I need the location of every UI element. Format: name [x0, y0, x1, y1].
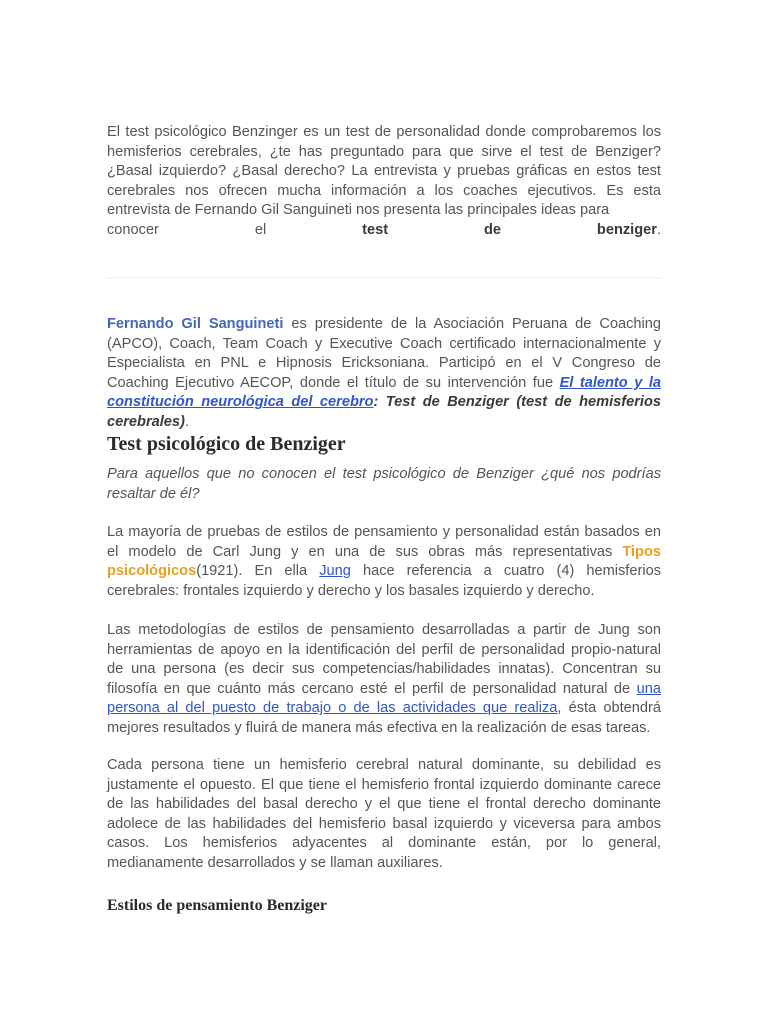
bio-text	[107, 315, 661, 433]
bio-end: .	[184, 413, 189, 430]
jung-text	[107, 523, 661, 601]
talk-suffix: : Test de Benziger (test de hemisferios cerebrales)	[107, 394, 662, 430]
metodologias-text-b: , ésta obtendrá mejores resultados y fluirá de manera más efectiva en la realización de esas tareas.	[107, 700, 661, 736]
author-link[interactable]: Fernando Gil Sanguineti	[107, 316, 284, 332]
section-divider	[107, 277, 661, 278]
intro-bold-term: test de benziger	[362, 221, 657, 238]
paragraph-metodologias	[107, 621, 661, 739]
bio-paragraph	[107, 315, 661, 433]
tipos-psicologicos-link[interactable]: Tipos psicológicos	[107, 543, 661, 580]
interview-question: Para aquellos que no conocen el test psicológico de Benziger ¿qué nos podrías resaltar de él?	[107, 466, 661, 502]
bio-body: es presidente de la Asociación Peruana de Coaching (APCO), Coach, Team Coach y Executive Coach certificado internacionalmente y Especialista en PNL e Hipnosis Ericksoniana. Participó en el V Congreso de Coaching Ejecutivo AECOP, donde el título de su intervención fue	[107, 316, 661, 391]
metodologias-text	[107, 621, 661, 739]
intro-last-start: conocer el	[107, 221, 363, 238]
jung-link[interactable]: Jung	[319, 563, 351, 580]
jung-text-a: La mayoría de pruebas de estilos de pensamiento y personalidad están basados en el modelo de Carl Jung y en una de sus obras más representativas	[107, 524, 661, 560]
intro-last-line	[107, 221, 661, 241]
section-heading-1	[107, 432, 661, 456]
intro-end: .	[656, 221, 661, 238]
paragraph-hemisferio	[107, 756, 661, 874]
paragraph-jung	[107, 523, 661, 601]
question-paragraph	[107, 465, 661, 504]
heading-test-psicologico: Test psicológico de Benziger	[107, 433, 346, 455]
intro-text	[107, 123, 661, 221]
jung-text-c: hace referencia a cuatro (4) hemisferios cerebrales: frontales izquierdo y derecho y los basales izquierdo y derecho.	[107, 563, 661, 599]
puesto-trabajo-link[interactable]: una persona al del puesto de trabajo o de las actividades que realiza	[107, 680, 661, 717]
metodologias-text-a: Las metodologías de estilos de pensamiento desarrolladas a partir de Jung son herramientas de apoyo en la identificación del perfil de personalidad propio-natural de una persona (es decir sus competencias/habilidades innatas). Concentran su filosofía en que cuánto más cercano esté el perfil de personalidad natural de	[107, 622, 661, 697]
section-heading-2	[107, 896, 661, 916]
heading-estilos-pensamiento: Estilos de pensamiento Benziger	[107, 897, 327, 914]
intro-paragraph	[107, 123, 661, 241]
jung-text-b: (1921). En ella	[196, 563, 320, 580]
intro-body: El test psicológico Benzinger es un test de personalidad donde comprobaremos los hemisferios cerebrales, ¿te has preguntado para que sirve el test de Benziger? ¿Basal izquierdo? ¿Basal derecho? La entrevista y pruebas gráficas en estos test cerebrales nos ofrecen mucha información a los coaches ejecutivos. Es esta entrevista de Fernando Gil Sanguineti nos presenta las principales ideas para	[107, 124, 661, 219]
hemisferio-text: Cada persona tiene un hemisferio cerebral natural dominante, su debilidad es justamente el opuesto. El que tiene el hemisferio frontal izquierdo dominante carece de las habilidades del basal derecho y el que tiene el frontal derecho dominante adolece de las habilidades del hemisferio basal izquierdo y viceversa para ambos casos. Los hemisferios adyacentes al dominante están, por lo general, medianamente desarrollados y se llaman auxiliares.	[107, 757, 661, 871]
talk-title-link[interactable]: El talento y la constitución neurológica del cerebro	[107, 374, 661, 411]
